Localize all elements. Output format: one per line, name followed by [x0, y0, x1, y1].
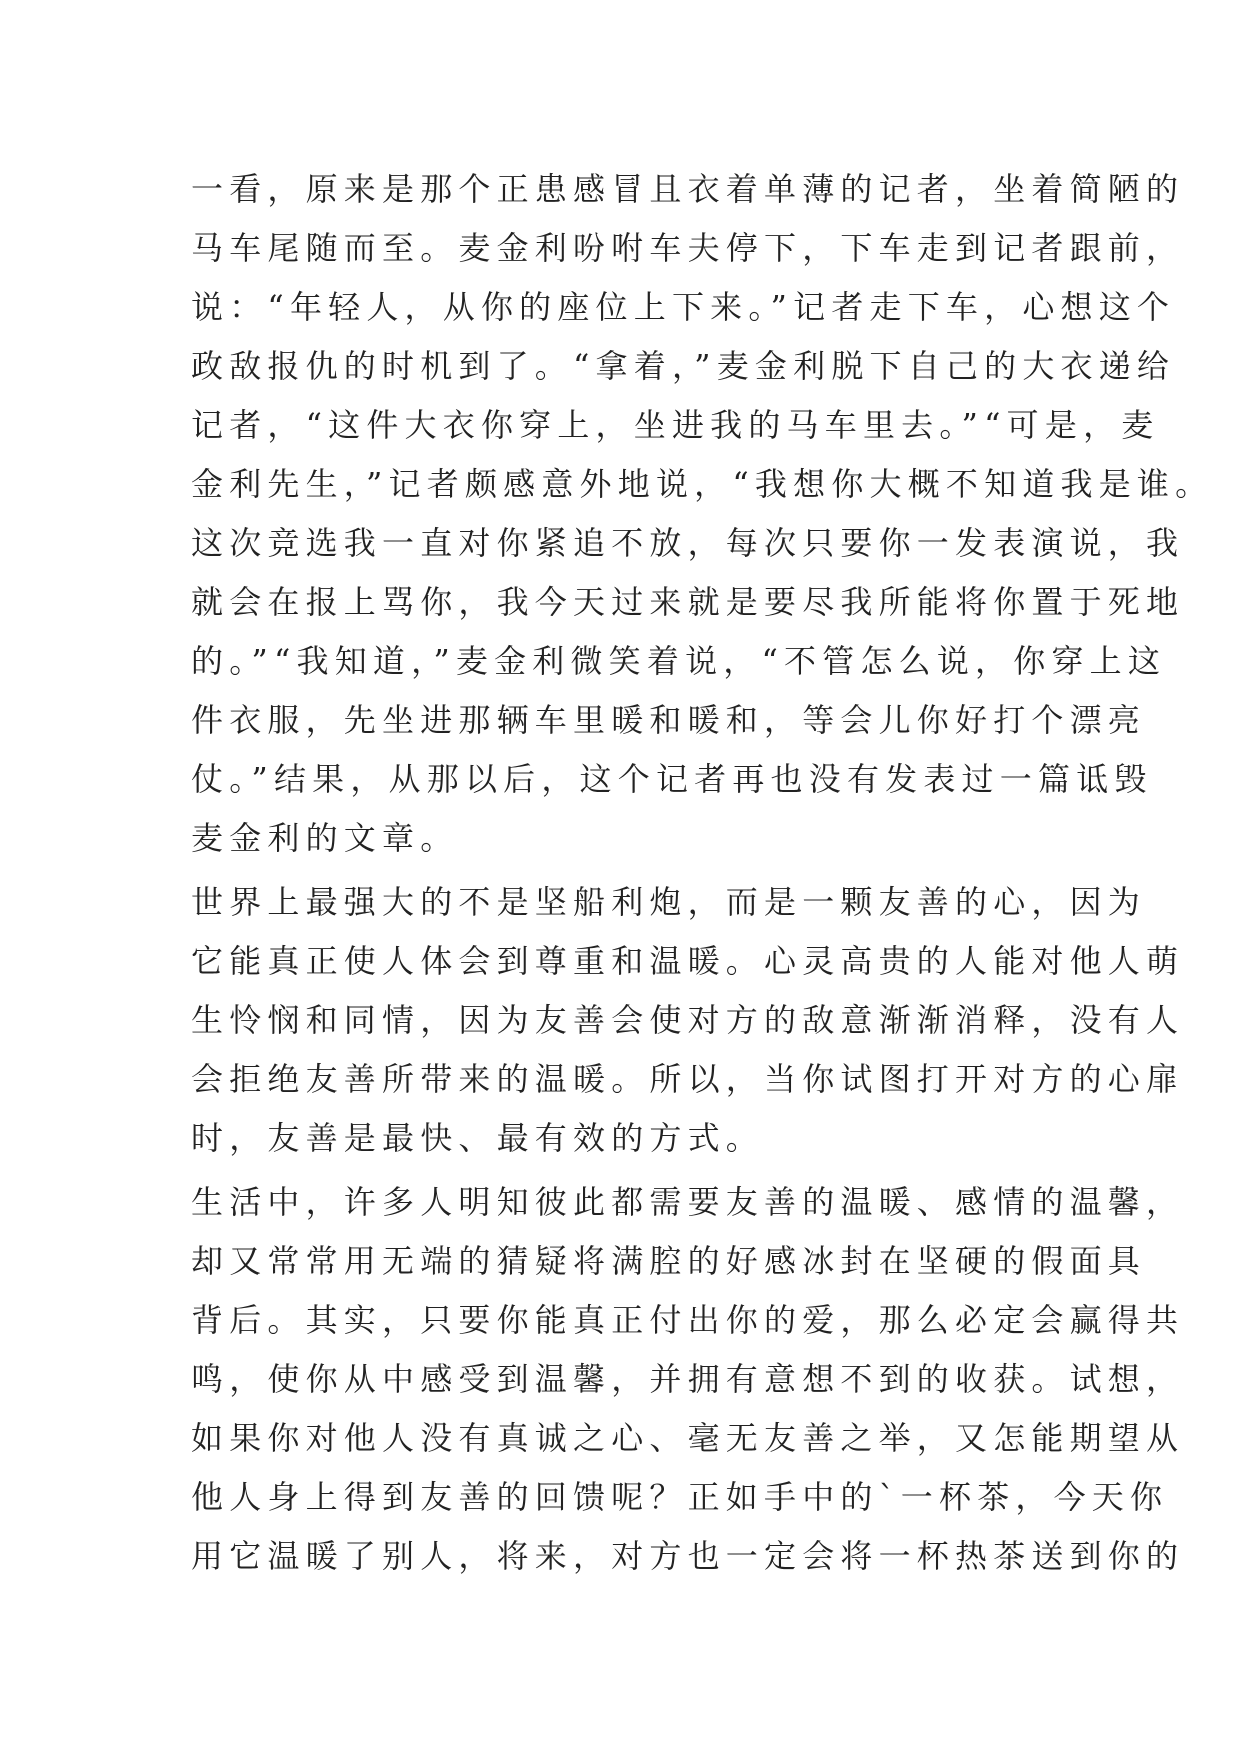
text-line: 这次竞选我一直对你紧追不放，每次只要你一发表演说，我 — [191, 524, 1185, 562]
text-line: 背后。其实，只要你能真正付出你的爱，那么必定会赢得共 — [191, 1301, 1185, 1339]
text-line: 马车尾随而至。麦金利吩咐车夫停下，下车走到记者跟前， — [191, 229, 1185, 267]
text-line: 它能真正使人体会到尊重和温暖。心灵高贵的人能对他人萌 — [191, 942, 1185, 980]
text-line: 却又常常用无端的猜疑将满腔的好感冰封在坚硬的假面具 — [191, 1242, 1147, 1280]
text-line: 麦金利的文章。 — [191, 819, 459, 857]
text-line: 会拒绝友善所带来的温暖。所以，当你试图打开对方的心扉 — [191, 1060, 1185, 1098]
text-line: 世界上最强大的不是坚船利炮，而是一颗友善的心，因为 — [191, 883, 1147, 921]
text-line: 生怜悯和同情，因为友善会使对方的敌意渐渐消释，没有人 — [191, 1001, 1185, 1039]
text-line: 件衣服，先坐进那辆车里暖和暖和，等会儿你好打个漂亮 — [191, 701, 1147, 739]
text-line: 他人身上得到友善的回馈呢？正如手中的`一杯茶，今天你 — [191, 1478, 1169, 1516]
text-line: 政敌报仇的时机到了。“拿着，”麦金利脱下自己的大衣递给 — [191, 347, 1176, 385]
text-line: 记者，“这件大衣你穿上，坐进我的马车里去。”“可是，麦 — [191, 406, 1160, 444]
article-body — [191, 160, 1214, 1586]
text-line: 仗。”结果，从那以后，这个记者再也没有发表过一篇诋毁 — [191, 760, 1153, 798]
text-line: 生活中，许多人明知彼此都需要友善的温暖、感情的温馨， — [191, 1183, 1185, 1221]
text-line: 鸣，使你从中感受到温馨，并拥有意想不到的收获。试想， — [191, 1360, 1185, 1398]
text-line: 如果你对他人没有真诚之心、毫无友善之举，又怎能期望从 — [191, 1419, 1185, 1457]
text-line: 就会在报上骂你，我今天过来就是要尽我所能将你置于死地 — [191, 583, 1185, 621]
paragraph-2 — [191, 873, 1185, 1168]
text-line: 一看，原来是那个正患感冒且衣着单薄的记者，坐着简陋的 — [191, 170, 1185, 208]
text-line: 时，友善是最快、最有效的方式。 — [191, 1119, 765, 1157]
text-line: 的。”“我知道，”麦金利微笑着说，“不管怎么说，你穿上这 — [191, 642, 1167, 680]
text-line: 用它温暖了别人，将来，对方也一定会将一杯热茶送到你的 — [191, 1537, 1185, 1575]
paragraph-1 — [191, 160, 1214, 868]
text-line: 金利先生，”记者颇感意外地说，“我想你大概不知道我是谁。 — [191, 465, 1214, 503]
text-line: 说：“年轻人，从你的座位上下来。”记者走下车，心想这个 — [191, 288, 1176, 326]
paragraph-3 — [191, 1173, 1185, 1586]
